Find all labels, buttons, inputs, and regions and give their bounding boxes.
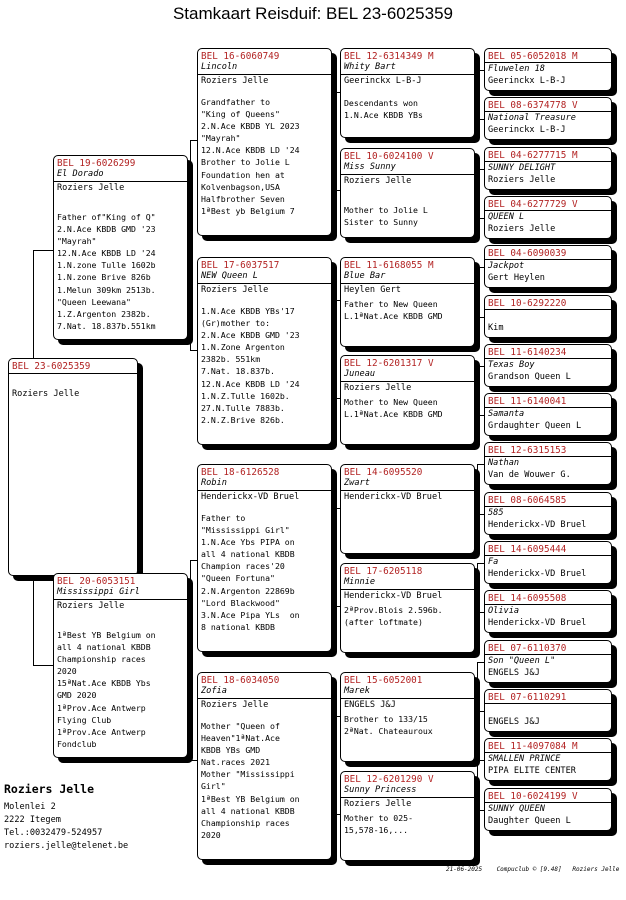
note-line: L.1ªNat.Ace KBDB GMD [344,311,443,322]
pigeon-card[interactable] [484,393,612,436]
note-line: 1.Melun 309km 2513b. [57,284,156,295]
pigeon-notes [344,97,423,121]
divider [485,604,611,605]
pigeon-name: Zofia [201,686,227,696]
ring-number: BEL 15-6052001 [344,675,423,686]
ring-number: BEL 18-6034050 [201,675,280,686]
note-line: all 4 national KBDB [201,549,295,560]
connector-line [477,119,484,120]
owner-phone: Tel.:0032479-524957 [4,828,103,838]
divider [485,111,611,112]
breeder-name: Henderickx-VD Bruel [488,569,587,579]
note-line: Foundation hen at [201,169,285,180]
ring-number: BEL 10-6292220 [488,297,567,309]
connector-line [334,300,335,398]
ring-number: BEL 11-6140041 [488,396,567,408]
note-line: 12.N.Ace KBDB LD '24 [57,248,156,259]
ring-number: BEL 10-6024199 V [488,790,578,802]
pigeon-name: SUNNY QUEEN [488,803,545,814]
note-line: 3.N.Ace Pipa YLs on [201,609,300,620]
breeder-name: Geerinckx L-B-J [344,76,422,86]
note-line: Championship races [201,817,290,828]
divider [54,181,187,182]
note-line: 1.N.Ace KBDB YBs'17 [201,306,295,316]
connector-line [477,563,484,564]
note-line: Champion races'20 [201,561,285,572]
pigeon-name: Lincoln [201,62,238,72]
note-line: Mother "Queen of [201,721,280,731]
divider [485,654,611,655]
ring-number: BEL 08-6374778 V [488,100,578,112]
note-line: 2.N.Ace KBDB YL 2023 [201,121,300,132]
note-line: 7.Nat. 18.837b.551km [57,320,156,331]
note-line: Brother to 133/15 [344,714,428,724]
breeder-name: Roziers Jelle [488,174,556,185]
ring-number: BEL 14-6095444 [488,544,567,555]
breeder-name: Roziers Jelle [57,183,125,193]
pigeon-card[interactable] [484,196,612,239]
page-title: Stamkaart Reisduif: BEL 23-6025359 [172,4,454,23]
connector-line [190,760,197,761]
note-line: Mother to New Queen [344,397,438,407]
pigeon-name: Zwart [344,478,370,488]
breeder-name: Roziers Jelle [344,383,412,393]
breeder-name: Henderickx-VD Bruel [201,492,300,502]
pigeon-card[interactable] [340,257,475,347]
ring-number: BEL 05-6052018 M [488,51,578,62]
note-line: Father of"King of Q" [57,212,156,222]
note-line: 2.N.Ace KBDB GMD '23 [57,224,156,235]
note-line: "Queen Fortuna" [201,573,275,584]
pigeon-name: Miss Sunny [344,162,396,172]
pigeon-card[interactable] [484,689,612,732]
pigeon-name: Blue Bar [344,271,386,281]
note-line: 27.N.Tulle 7883b. [201,402,285,413]
pigeon-card[interactable] [53,573,188,758]
breeder-name: Kim [488,322,504,333]
note-line: 1.N.Ace Ybs PIPA on [201,537,295,548]
divider [341,490,474,491]
connector-line [33,250,53,251]
pigeon-card[interactable] [484,48,612,91]
connector-line [477,563,478,612]
breeder-name: Grdaughter Queen L [488,421,582,432]
breeder-name: ENGELS J&J [488,667,540,678]
note-line: Mother to Jolie L [344,205,428,215]
pigeon-card[interactable] [484,788,612,831]
note-line: Father to [201,513,246,523]
ring-number: BEL 14-6095520 [344,467,423,478]
pigeon-notes [344,604,443,628]
note-line: all 4 national KBDB [57,642,151,653]
ring-number: BEL 18-6126528 [201,467,280,478]
pigeon-card[interactable] [340,771,475,861]
pigeon-name: Jackpot [488,261,525,272]
note-line: Fondclub [57,738,97,749]
ring-number: BEL 12-6315153 [488,445,567,457]
divider [341,283,474,284]
note-line: Championship races [57,654,146,665]
note-line: 2.N.Z.Brive 826b. [201,414,285,425]
note-line: GMD 2020 [57,690,97,701]
pigeon-card[interactable] [8,358,138,576]
ring-number: BEL 23-6025359 [12,361,91,372]
connector-line [334,92,335,190]
divider [485,358,611,359]
note-line: Halfbrother Seven [201,193,285,204]
pigeon-card[interactable] [197,464,332,652]
note-line: Father to New Queen [344,299,438,309]
divider [485,161,611,162]
breeder-name: PIPA ELITE CENTER [488,766,576,777]
pigeon-card[interactable] [340,464,475,554]
pigeon-name: Minnie [344,577,376,587]
note-line: 1ªBest YB Belgium on [201,793,300,804]
note-line: 2ªProv.Blois 2.596b. [344,605,443,615]
breeder-name: Roziers Jelle [488,223,556,234]
pigeon-notes [57,211,156,332]
note-line: "Mayrah" [201,133,241,144]
pigeon-name: Mississippi Girl [57,587,140,597]
breeder-name: Roziers Jelle [344,176,412,186]
pigeon-card[interactable] [53,155,188,340]
divider [9,373,137,374]
pigeon-name: Texas Boy [488,359,535,370]
pigeon-name: El Dorado [57,169,104,179]
ring-number: BEL 11-6140234 [488,346,567,358]
pigeon-card[interactable] [340,148,475,238]
connector-line [477,317,484,318]
pigeon-name: Juneau [344,369,376,379]
ring-number: BEL 07-6110291 [488,691,567,703]
connector-line [477,464,478,514]
connector-line [477,267,478,317]
note-line: 2020 [201,829,221,840]
divider [485,62,611,63]
pigeon-name: 585 [488,507,504,518]
divider [341,381,474,382]
connector-line [477,662,478,711]
note-line: 2ªNat. Chateauroux [344,726,433,737]
breeder-name: Roziers Jelle [57,601,125,611]
pigeon-card[interactable] [340,48,475,138]
breeder-name: Heylen Gert [344,285,401,295]
ring-number: BEL 12-6314349 M [344,51,434,62]
ring-number: BEL 17-6205118 [344,566,423,577]
note-line: Sister to Sunny [344,217,418,228]
note-line: (Gr)mother to: [201,318,271,329]
note-line: 1ªBest YB Belgium on [57,630,156,640]
breeder-name: Henderickx-VD Bruel [488,618,587,629]
pigeon-card[interactable] [484,97,612,140]
pigeon-card[interactable] [197,672,332,860]
note-line: Flying Club [57,714,112,725]
pigeon-name: Son "Queen L" [488,655,556,666]
pigeon-notes [344,396,443,420]
pigeon-notes [344,298,443,322]
connector-line [477,514,484,515]
owner-city: 2222 Itegem [4,815,61,825]
pigeon-card[interactable] [484,590,612,633]
breeder-name: Geerinckx L-B-J [488,125,566,136]
divider [54,599,187,600]
connector-line [477,662,484,663]
divider [198,698,331,699]
pigeon-notes [201,96,300,217]
connector-line [334,716,335,814]
divider [485,802,611,803]
pigeon-name: National Treasure [488,113,576,124]
pigeon-name: QUEEN L [488,211,525,222]
connector-line [477,612,484,613]
breeder-name: Roziers Jelle [201,76,269,86]
connector-line [190,560,197,561]
connector-line [190,140,191,350]
divider [485,703,611,704]
note-line: 1.Z.Argenton 2382b. [57,308,151,319]
divider [485,555,611,556]
pigeon-card[interactable] [484,640,612,683]
note-line: 1ªProv.Ace Antwerp [57,702,146,713]
note-line: 1.N.zone Tulle 1602b [57,260,156,271]
ring-number: BEL 08-6064585 [488,494,567,506]
note-line: 2.N.Argenton 22869b [201,585,295,596]
pigeon-card[interactable] [484,442,612,485]
pigeon-name: SUNNY DELIGHT [488,162,556,173]
breeder-name: Henderickx-VD Bruel [344,492,443,502]
ring-number: BEL 20-6053151 [57,576,136,587]
pigeon-name: Whity Bart [344,62,396,72]
note-line: "Queen Leewana" [57,296,131,307]
pigeon-notes [344,713,433,737]
connector-line [477,218,484,219]
ring-number: BEL 11-6168055 M [344,260,434,271]
note-line: 12.N.Ace KBDB LD '24 [201,145,300,156]
connector-line [477,70,478,119]
pigeon-card[interactable] [484,738,612,781]
divider [485,309,611,310]
note-line: 15,578-16,... [344,825,409,836]
divider [341,797,474,798]
ring-number: BEL 04-6090039 [488,248,567,260]
connector-line [190,560,191,760]
pigeon-card[interactable] [340,355,475,445]
breeder-name: Grandson Queen L [488,371,571,382]
ring-number: BEL 12-6201290 V [344,774,434,785]
breeder-name: ENGELS J&J [344,700,396,710]
note-line: (after loftmate) [344,617,423,628]
pigeon-name: Sunny Princess [344,785,417,795]
pigeon-card[interactable] [197,48,332,236]
breeder-name: Van de Wouwer G. [488,470,571,481]
pigeon-notes [57,629,156,750]
ring-number: BEL 04-6277715 M [488,149,578,161]
note-line: 2382b. 551km [201,354,261,365]
divider [485,210,611,211]
pigeon-name: Nathan [488,458,520,469]
note-line: "King of Queens" [201,109,280,120]
note-line: "Mayrah" [57,236,97,247]
note-line: 2.N.Ace KBDB GMD '23 [201,330,300,341]
breeder-name: Henderickx-VD Bruel [488,519,587,530]
breeder-name: Roziers Jelle [201,700,269,710]
note-line: 8 national KBDB [201,621,275,632]
ring-number: BEL 11-4097084 M [488,741,578,753]
connector-line [477,366,478,415]
note-line: Brother to Jolie L [201,157,290,168]
note-line: "Mississippi Girl" [201,525,290,536]
note-line: 1.N.Z.Tulle 1602b. [201,390,290,401]
connector-line [477,760,484,761]
note-line: 1.N.zone Brive 826b [57,272,151,283]
pigeon-notes [201,720,300,841]
pigeon-name: Fluwelen 18 [488,64,545,74]
connector-line [477,464,484,465]
note-line: Nat.races 2021 [201,757,271,768]
pigeon-card[interactable] [340,563,475,653]
note-line: L.1ªNat.Ace KBDB GMD [344,409,443,420]
connector-line [477,70,484,71]
connector-line [334,508,335,606]
divider [485,506,611,507]
breeder-name: Roziers Jelle [12,389,80,399]
breeder-name: ENGELS J&J [488,716,540,727]
note-line: "Lord Blackwood" [201,597,280,608]
pigeon-card[interactable] [484,245,612,288]
footer-credit: 21-06-2025 Compuclub © [9.48] Roziers Jelle [446,866,620,873]
note-line: 1.N.Ace KBDB YBs [344,110,423,121]
note-line: Mother "Mississippi [201,769,295,780]
pigeon-name: Fa [488,557,499,567]
divider [198,74,331,75]
divider [485,752,611,753]
connector-line [477,267,484,268]
note-line: 7.Nat. 18.837b. [201,366,275,377]
note-line: 2020 [57,666,77,677]
note-line: Kolvenbagson,USA [201,181,280,192]
breeder-name: Henderickx-VD Bruel [344,591,443,601]
divider [341,174,474,175]
note-line: 12.N.Ace KBDB LD '24 [201,378,300,389]
owner-name: Roziers Jelle [4,782,95,796]
pigeon-name: Robin [201,478,227,488]
note-line: 1.N.Zone Argenton [201,342,285,353]
ring-number: BEL 19-6026299 [57,158,136,169]
ring-number: BEL 17-6037517 [201,260,280,271]
divider [485,259,611,260]
pigeon-card[interactable] [197,257,332,445]
pigeon-notes [344,204,428,228]
note-line: Girl" [201,781,226,792]
connector-line [477,810,484,811]
pigeon-card[interactable] [484,541,612,584]
connector-line [190,140,197,141]
note-line: 15ªNat.Ace KBDB Ybs [57,678,151,689]
pigeon-notes [201,512,300,633]
note-line: Descendants won [344,98,418,108]
note-line: Heaven"1ªNat.Ace [201,733,280,744]
breeder-name: Daughter Queen L [488,815,571,826]
pigeon-name: NEW Queen L [201,271,258,281]
note-line: Grandfather to [201,97,271,107]
ring-number: BEL 07-6110370 [488,642,567,654]
connector-line [190,350,197,351]
connector-line [33,665,53,666]
connector-line [477,711,484,712]
pigeon-notes [201,305,300,426]
ring-number: BEL 10-6024100 V [344,151,434,162]
note-line: 1ªBest yb Belgium 7 [201,205,295,216]
ring-number: BEL 16-6060749 [201,51,280,62]
note-line: 1ªProv.Ace Antwerp [57,726,146,737]
pigeon-name: Marek [344,686,370,696]
note-line: KBDB YBs GMD [201,745,261,756]
divider [341,589,474,590]
pigeon-name: SMALLEN PRINCE [488,754,561,765]
divider [341,74,474,75]
pigeon-name: Olivia [488,606,520,617]
connector-line [477,169,484,170]
breeder-name: Geerinckx L-B-J [488,76,566,86]
owner-street: Molenlei 2 [4,802,56,812]
pigeon-card[interactable] [484,295,612,338]
pigeon-card[interactable] [484,147,612,190]
connector-line [477,760,478,810]
divider [198,490,331,491]
connector-line [477,169,478,218]
divider [198,283,331,284]
pigeon-card[interactable] [340,672,475,762]
connector-line [477,366,484,367]
note-line: Mother to 025- [344,813,414,823]
breeder-name: Roziers Jelle [344,799,412,809]
pigeon-card[interactable] [484,492,612,535]
note-line: all 4 national KBDB [201,805,295,816]
ring-number: BEL 12-6201317 V [344,358,434,369]
connector-line [477,415,484,416]
divider [485,456,611,457]
breeder-name: Gert Heylen [488,273,545,284]
owner-email: roziers.jelle@telenet.be [4,841,129,851]
ring-number: BEL 04-6277729 V [488,198,578,210]
divider [341,698,474,699]
pigeon-card[interactable] [484,344,612,387]
ring-number: BEL 14-6095508 [488,593,567,605]
pigeon-name: Samanta [488,409,525,420]
divider [485,407,611,408]
pigeon-notes [344,812,413,836]
breeder-name: Roziers Jelle [201,285,269,295]
